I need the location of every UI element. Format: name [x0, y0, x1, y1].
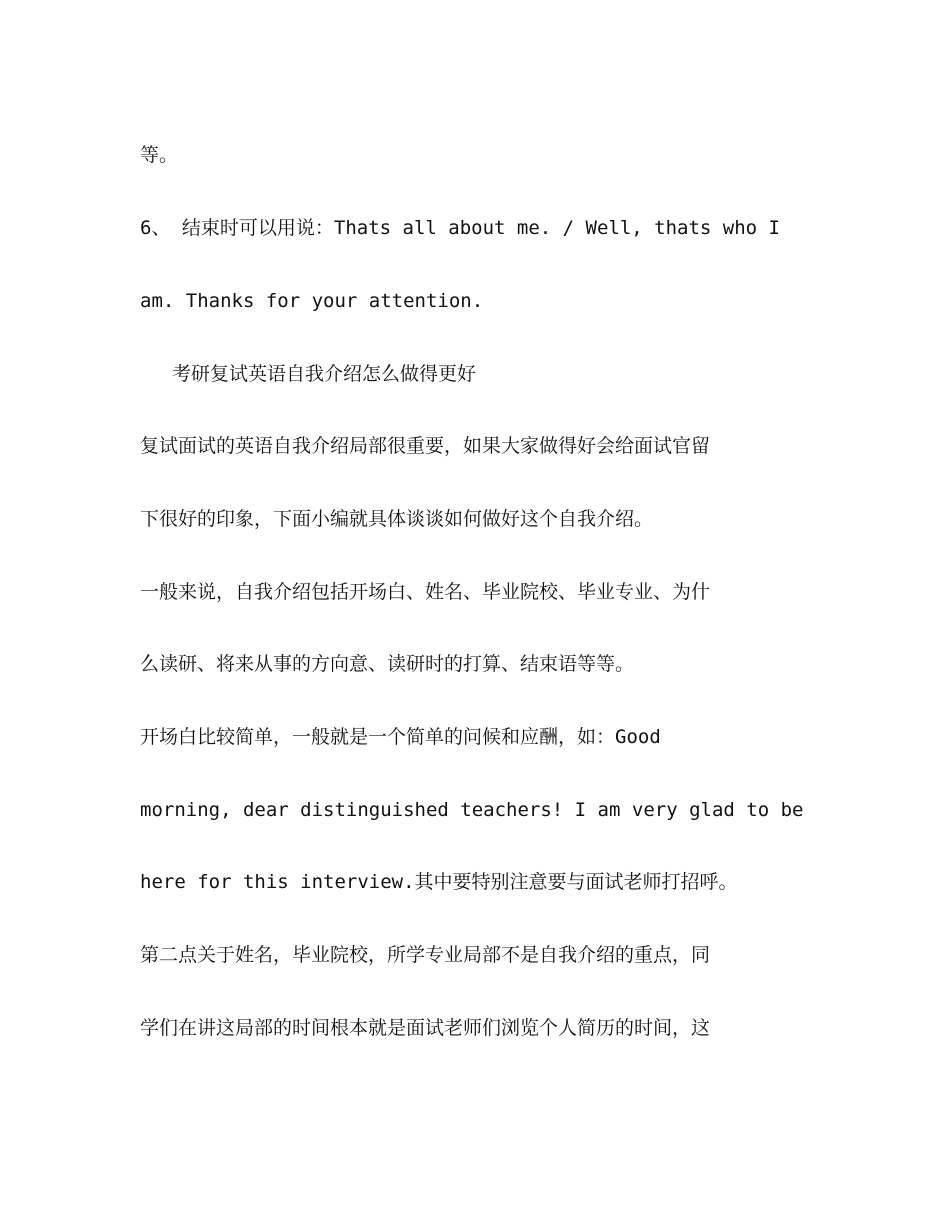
paragraph-1-line-2: 下很好的印象，下面小编就具体谈谈如何做好这个自我介绍。: [140, 508, 654, 530]
paragraph-4-line-2: 学们在讲这局部的时间根本就是面试老师们浏览个人简历的时间，这: [140, 1017, 711, 1039]
paragraph-2-line-2: 么读研、将来从事的方向意、读研时的打算、结束语等等。: [140, 653, 635, 675]
list-item-6-line-2: am. Thanks for your attention.: [140, 290, 484, 312]
paragraph-4-line-1: 第二点关于姓名，毕业院校，所学专业局部不是自我介绍的重点，同: [140, 944, 711, 966]
paragraph-2-line-1: 一般来说，自我介绍包括开场白、姓名、毕业院校、毕业专业、为什: [140, 581, 711, 603]
text-line-1: 等。: [140, 144, 179, 166]
paragraph-3-line-1: 开场白比较简单，一般就是一个简单的问候和应酬，如：Good: [140, 726, 661, 748]
paragraph-3-line-3: here for this interview.其中要特别注意要与面试老师打招呼。: [140, 871, 738, 893]
list-item-6-line-1: 6、 结束时可以用说：Thats all about me. / Well, thats who I: [140, 217, 780, 239]
section-heading: 考研复试英语自我介绍怎么做得更好: [172, 363, 477, 385]
paragraph-3-line-2: morning, dear distinguished teachers! I am very glad to be: [140, 799, 804, 821]
paragraph-1-line-1: 复试面试的英语自我介绍局部很重要，如果大家做得好会给面试官留: [140, 435, 711, 457]
